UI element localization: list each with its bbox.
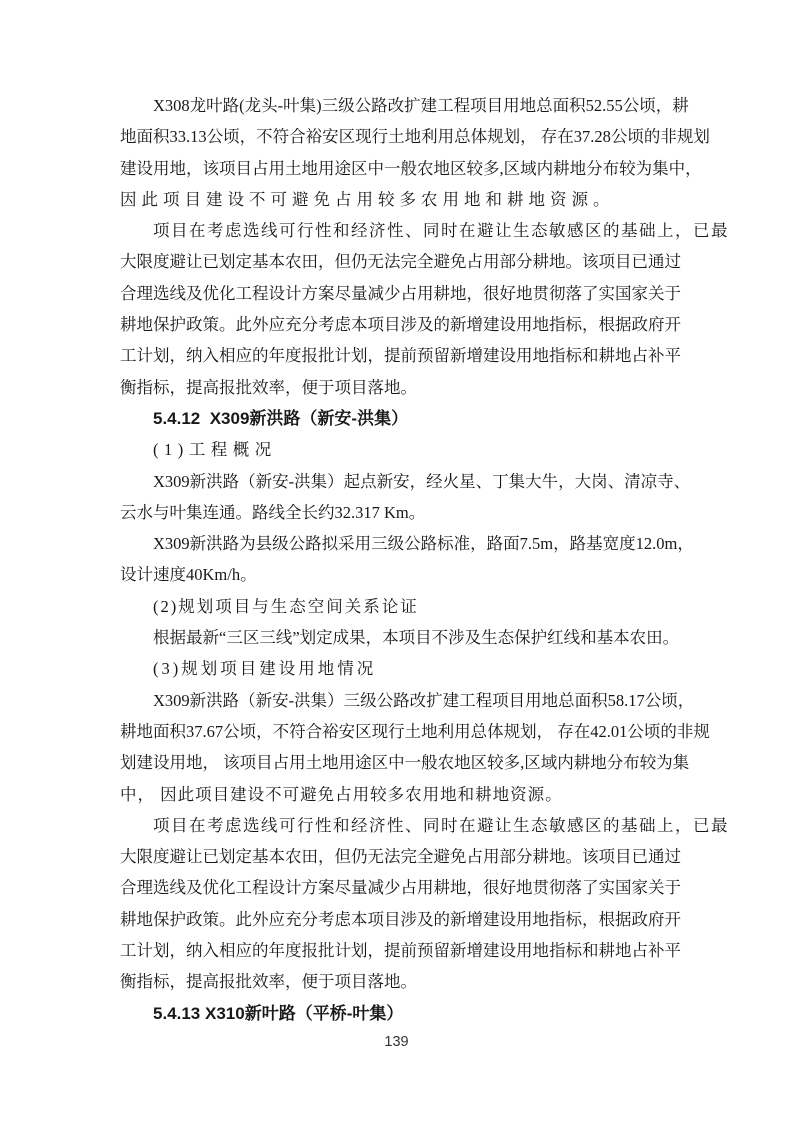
subitem-2-eco-space <box>120 591 710 622</box>
page-number: 139 <box>384 1034 409 1050</box>
body-line: 大限度避让已划定基本农田，但仍无法完全避免占用部分耕地。该项目已通过 <box>120 252 681 272</box>
body-line: 项目在考虑选线可行性和经济性、同时在避让生态敏感区的基础上，已最 <box>153 221 729 241</box>
body-line: 耕地保护政策。此外应充分考虑本项目涉及的新增建设用地指标，根据政府开 <box>120 315 681 335</box>
body-line: 耕地保护政策。此外应充分考虑本项目涉及的新增建设用地指标，根据政府开 <box>120 909 681 929</box>
body-line: X308龙叶路(龙头-叶集)三级公路改扩建工程项目用地总面积52.55公顷，耕 <box>153 96 689 115</box>
heading-5-4-12 <box>120 403 710 434</box>
heading-line: 5.4.12 X309新洪路（新安-洪集） <box>153 408 409 428</box>
body-line: 合理选线及优化工程设计方案尽量减少占用耕地，很好地贯彻落了实国家关于 <box>120 878 681 898</box>
body-line: X309新洪路（新安-洪集）起点新安，经火星、丁集大牛，大岗、清凉寺、 <box>153 471 691 491</box>
body-line: X309新洪路为县级公路拟采用三级公路标准，路面7.5m，路基宽度12.0m， <box>153 534 694 554</box>
body-line: 建设用地，该项目占用土地用途区中一般农地区较多,区域内耕地分布较为集中， <box>120 158 702 178</box>
body-line: (1)工程概况 <box>153 440 277 460</box>
body-line: 云水与叶集连通。路线全长约32.317 Km。 <box>120 502 426 522</box>
body-line: 衡指标，提高报批效率，便于项目落地。 <box>120 972 417 992</box>
body-line: X309新洪路（新安-洪集）三级公路改扩建工程项目用地总面积58.17公顷， <box>153 690 695 710</box>
body-line: 项目在考虑选线可行性和经济性、同时在避让生态敏感区的基础上，已最 <box>153 815 729 835</box>
body-line: 中， 因此项目建设不可避免占用较多农用地和耕地资源。 <box>120 784 563 804</box>
body-line: 衡指标，提高报批效率，便于项目落地。 <box>120 377 417 397</box>
subitem-3-land-use <box>120 653 710 684</box>
para-x309-standard <box>120 528 710 591</box>
body-line: 地面积33.13公顷，不符合裕安区现行土地利用总体规划， 存在37.28公顷的非规划 <box>120 127 710 147</box>
subitem-1-project-overview <box>120 434 710 465</box>
para-x308-land-use <box>120 90 710 215</box>
body-line: 工计划，纳入相应的年度报批计划，提前预留新增建设用地指标和耕地占补平 <box>120 941 681 961</box>
para-x309-land-use <box>120 685 710 810</box>
body-line: 合理选线及优化工程设计方案尽量减少占用耕地，很好地贯彻落了实国家关于 <box>120 283 681 303</box>
para-three-zones-three-lines <box>120 622 710 653</box>
body-line: 设计速度40Km/h。 <box>120 565 257 585</box>
heading-5-4-13 <box>120 998 710 1029</box>
body-line: 划建设用地， 该项目占用土地用途区中一般农地区较多,区域内耕地分布较为集 <box>120 753 690 773</box>
para-x309-mitigation <box>120 810 729 998</box>
body-line: (3)规划项目建设用地情况 <box>153 659 377 679</box>
body-line: (2)规划项目与生态空间关系论证 <box>153 596 419 616</box>
body-line: 耕地面积37.67公顷，不符合裕安区现行土地利用总体规划， 存在42.01公顷的非规 <box>120 721 710 741</box>
body-line: 工计划，纳入相应的年度报批计划，提前预留新增建设用地指标和耕地占补平 <box>120 346 681 366</box>
heading-line: 5.4.13 X310新叶路（平桥-叶集） <box>153 1003 404 1023</box>
para-x309-route <box>120 466 710 529</box>
body-line: 因此项目建设不可避免占用较多农用地和耕地资源。 <box>120 189 615 209</box>
body-line: 根据最新“三区三线”划定成果，本项目不涉及生态保护红线和基本农田。 <box>153 628 680 648</box>
page-body <box>120 90 729 1029</box>
para-x308-mitigation <box>120 215 729 403</box>
body-line: 大限度避让已划定基本农田，但仍无法完全避免占用部分耕地。该项目已通过 <box>120 847 681 867</box>
